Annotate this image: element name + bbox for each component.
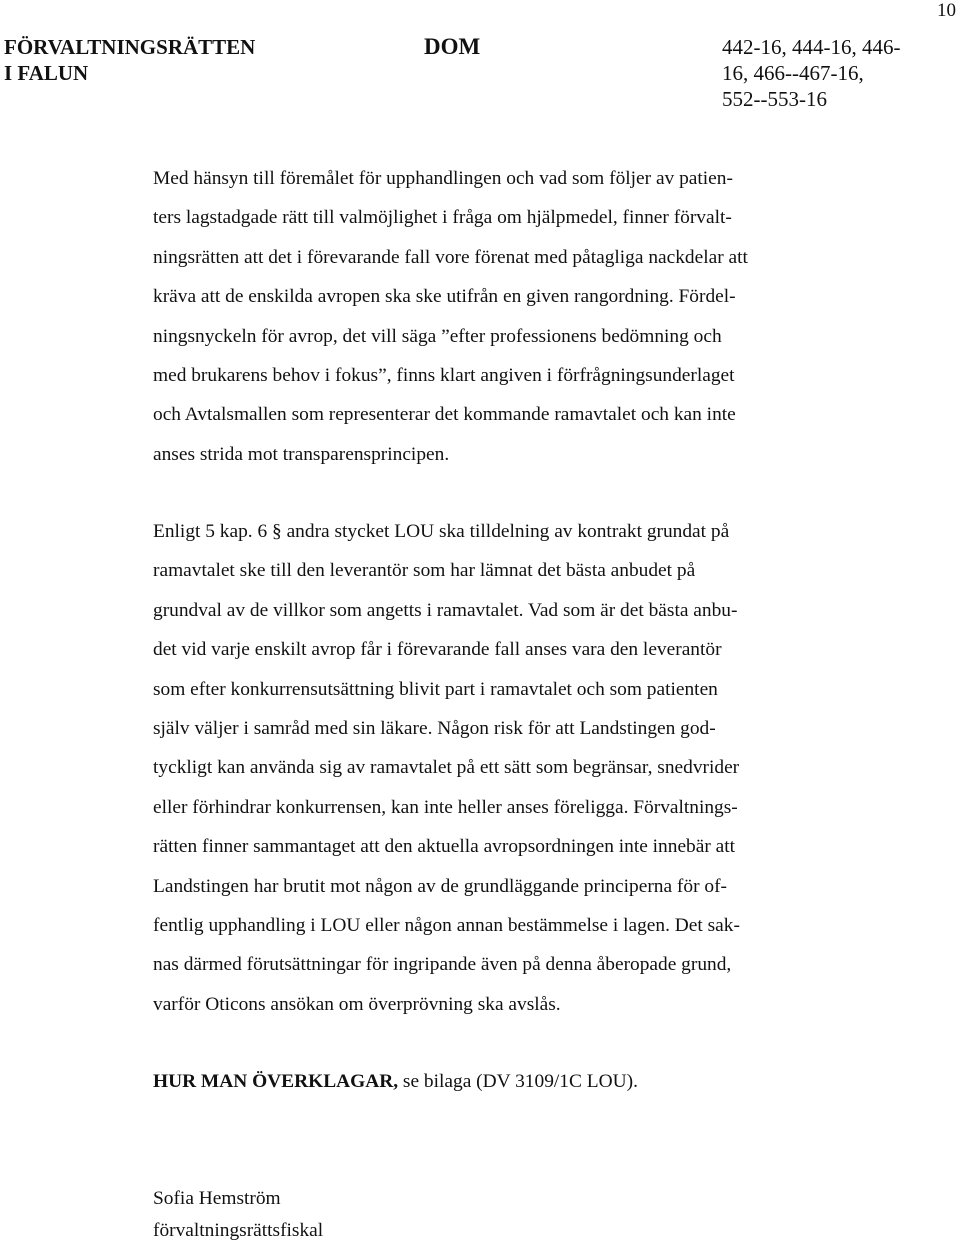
paragraph-line: Enligt 5 kap. 6 § andra stycket LOU ska tilldelning av kontrakt grundat på [153,521,730,542]
signatory-title: förvaltningsrättsfiskal [153,1220,324,1241]
paragraph-line: ningsnyckeln för avrop, det vill säga ”efter professionens bedömning och [153,325,722,347]
court-name [4,34,324,86]
page-number: 10 [937,0,956,21]
paragraph-line: och Avtalsmallen som representerar det kommande ramavtalet och kan inte [153,404,736,426]
case-numbers-line-2: 16, 466--467-16, [722,61,864,85]
paragraph-line: eller förhindrar konkurrensen, kan inte heller anses föreligga. Förvaltnings- [153,796,738,818]
paragraph-line: anses strida mot transparensprincipen. [153,443,450,465]
paragraph-2 [153,512,853,1024]
case-numbers [722,34,942,112]
paragraph-line: själv väljer i samråd med sin läkare. Någon risk för att Landstingen god- [153,718,716,740]
paragraph-line: med brukarens behov i fokus”, finns klart angiven i förfrågningsunderlaget [153,365,735,387]
paragraph-line: ningsrätten att det i förevarande fall vore förenat med påtagliga nackdelar att [153,246,748,268]
paragraph-line: det vid varje enskilt avrop får i förevarande fall anses vara den leverantör [153,639,722,661]
signature-block [153,1183,323,1247]
paragraph-line: tyckligt kan använda sig av ramavtalet på ett sätt som begränsar, snedvrider [153,757,740,779]
paragraph-line: kräva att de enskilda avropen ska ske utifrån en given rangordning. Fördel- [153,286,736,308]
paragraph-line: nas därmed förutsättningar för ingripande även på denna åberopade grund, [153,954,732,976]
paragraph-line: grundval av de villkor som angetts i ramavtalet. Vad som är det bästa anbu- [153,599,738,621]
paragraph-line: Med hänsyn till föremålet för upphandlingen och vad som följer av patien- [153,168,733,189]
paragraph-line: Landstingen har brutit mot någon av de grundläggande principerna för of- [153,875,727,897]
paragraph-line: varför Oticons ansökan om överprövning ska avslås. [153,993,561,1015]
appeal-instructions [153,1062,853,1101]
paragraph-line: som efter konkurrensutsättning blivit part i ramavtalet och som patienten [153,678,718,700]
appeal-line [153,1062,853,1101]
paragraph-line: rätten finner sammantaget att den aktuella avropsordningen inte innebär att [153,836,736,858]
court-name-line-2: I FALUN [4,61,89,85]
document-type: DOM [424,34,481,59]
appeal-heading: HUR MAN ÖVERKLAGAR, [153,1071,399,1092]
court-name-line-1: FÖRVALTNINGSRÄTTEN [4,35,256,59]
paragraph-1 [153,159,853,474]
case-numbers-line-1: 442-16, 444-16, 446- [722,35,901,59]
signatory-name: Sofia Hemström [153,1188,281,1209]
case-numbers-line-3: 552--553-16 [722,87,827,111]
paragraph-line: fentlig upphandling i LOU eller någon annan bestämmelse i lagen. Det sak- [153,915,740,937]
paragraph-line: ters lagstadgade rätt till valmöjlighet i fråga om hjälpmedel, finner förvalt- [153,207,732,229]
appeal-reference: se bilaga (DV 3109/1C LOU). [398,1071,638,1092]
paragraph-line: ramavtalet ske till den leverantör som har lämnat det bästa anbudet på [153,560,696,582]
